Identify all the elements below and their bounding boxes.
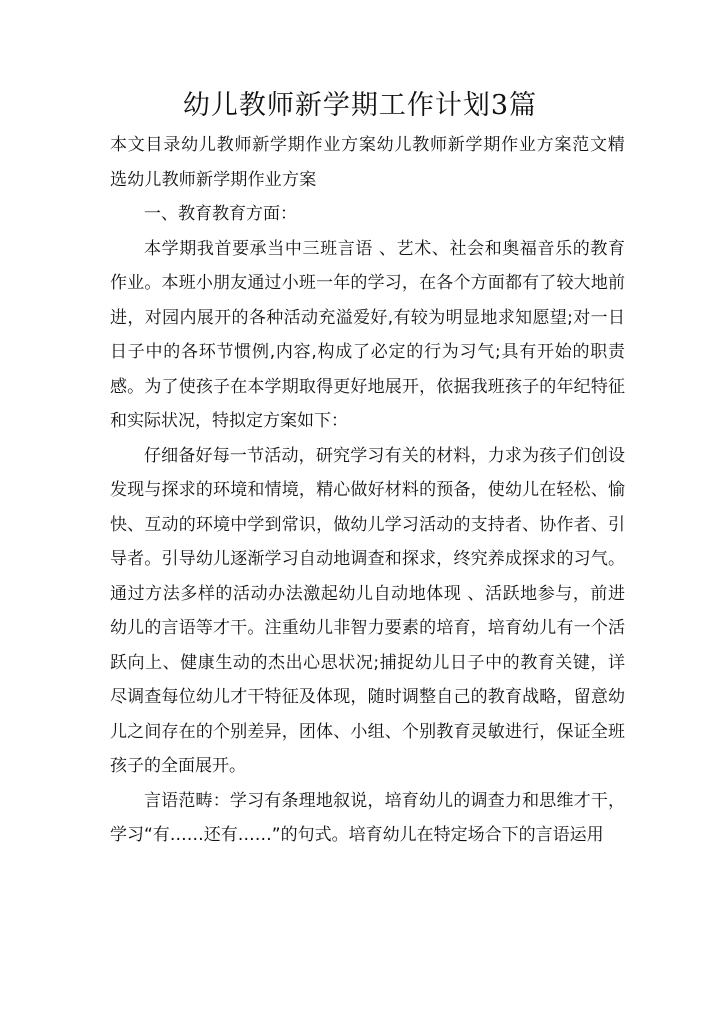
section-heading: 一、教育教育方面： — [144, 204, 297, 224]
paragraph-intro: 本学期我首要承当中三班言语 、艺术、社会和奥福音乐的教育作业。本班小朋友通过小班一年的学习，在各个方面都有了较大地前进，对园内展开的各种活动充溢爱好,有较为明显地求知愿望;对一日日子中的各环节惯例,内容,构成了必定的行为习气;具有开始的职责感。为了使孩子在本学期取得更好地展开，依据我班孩子的年纪特征和实际状况，特拟定方案如下： — [110, 238, 625, 431]
table-of-contents: 本文目录幼儿教师新学期作业方案幼儿教师新学期作业方案范文精选幼儿教师新学期作业方案 — [110, 135, 625, 190]
document-body — [110, 128, 625, 853]
document-title: 幼儿教师新学期工作计划3篇 — [182, 90, 538, 121]
paragraph-language-domain: 言语范畴：学习有条理地叙说，培育幼儿的调查力和思维才干，学习“有……还有……”的句式。培育幼儿在特定场合下的言语运用 — [110, 790, 625, 845]
paragraph-teaching-plan: 仔细备好每一节活动，研究学习有关的材料，力求为孩子们创设发现与探求的环境和情境，精心做好材料的预备，使幼儿在轻松、愉快、互动的环境中学到常识，做幼儿学习活动的支持者、协作者、引导者。引导幼儿逐渐学习自动地调查和探求，终究养成探求的习气。通过方法多样的活动办法激起幼儿自动地体现 、活跃地参与，前进幼儿的言语等才干。注重幼儿非智力要素的培育，培育幼儿有一个活跃向上、健康生动的杰出心思状况;捕捉幼儿日子中的教育关键，详尽调查每位幼儿才干特征及体现，随时调整自己的教育战略，留意幼儿之间存在的个别差异，团体、小组、个别教育灵敏进行，保证全班孩子的全面展开。 — [110, 445, 625, 776]
